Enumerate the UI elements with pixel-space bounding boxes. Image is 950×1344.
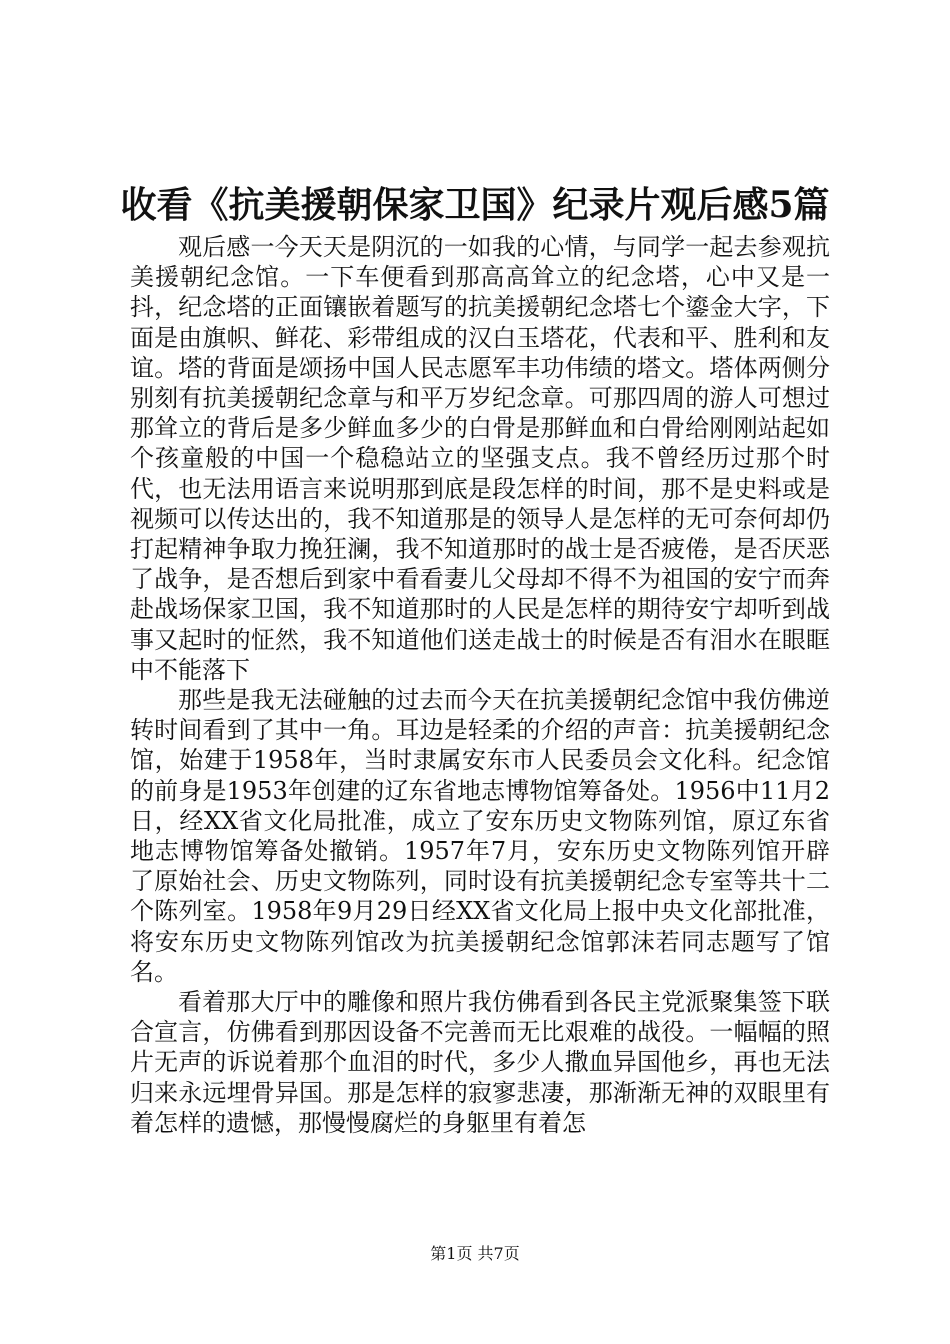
- paragraph: 观后感一今天天是阴沉的一如我的心情，与同学一起去参观抗美援朝纪念馆。一下车便看到那高高耸立的纪念塔，心中又是一抖，纪念塔的正面镶嵌着题写的抗美援朝纪念塔七个鎏金大字，下面是由旗帜、鲜花、彩带组成的汉白玉塔花，代表和平、胜利和友谊。塔的背面是颂扬中国人民志愿军丰功伟绩的塔文。塔体两侧分别刻有抗美援朝纪念章与和平万岁纪念章。可那四周的游人可想过那耸立的背后是多少鲜血多少的白骨是那鲜血和白骨给刚刚站起如个孩童般的中国一个稳稳站立的坚强支点。我不曾经历过那个时代，也无法用语言来说明那到底是段怎样的时间，那不是史料或是视频可以传达出的，我不知道那是的领导人是怎样的无可奈何却仍打起精神争取力挽狂澜，我不知道那时的战士是否疲倦，是否厌恶了战争，是否想后到家中看看妻儿父母却不得不为祖国的安宁而奔赴战场保家卫国，我不知道那时的人民是怎样的期待安宁却听到战事又起时的怔然，我不知道他们送走战士的时候是否有泪水在眼眶中不能落下: [130, 233, 830, 684]
- document-body: [130, 232, 830, 1138]
- paragraph: 那些是我无法碰触的过去而今天在抗美援朝纪念馆中我仿佛逆转时间看到了其中一角。耳边是轻柔的介绍的声音：抗美援朝纪念馆，始建于1958年，当时隶属安东市人民委员会文化科。纪念馆的前身是1953年创建的辽东省地志博物馆筹备处。1956中11月2日，经XX省文化局批准，成立了安东历史文物陈列馆，原辽东省地志博物馆筹备处撤销。1957年7月，安东历史文物陈列馆开辟了原始社会、历史文物陈列，同时设有抗美援朝纪念专室等共十二个陈列室。1958年9月29日经XX省文化局上报中央文化部批准，将安东历史文物陈列馆改为抗美援朝纪念馆郭沫若同志题写了馆名。: [130, 686, 830, 986]
- paragraph: 看着那大厅中的雕像和照片我仿佛看到各民主党派聚集签下联合宣言，仿佛看到那因设备不完善而无比艰难的战役。一幅幅的照片无声的诉说着那个血泪的时代，多少人撒血异国他乡，再也无法归来永远埋骨异国。那是怎样的寂寥悲凄，那渐渐无神的双眼里有着怎样的遗憾，那慢慢腐烂的身躯里有着怎: [130, 988, 830, 1137]
- page-footer: 第1页 共7页: [430, 1244, 520, 1263]
- document-title: 收看《抗美援朝保家卫国》纪录片观后感5篇: [120, 184, 830, 226]
